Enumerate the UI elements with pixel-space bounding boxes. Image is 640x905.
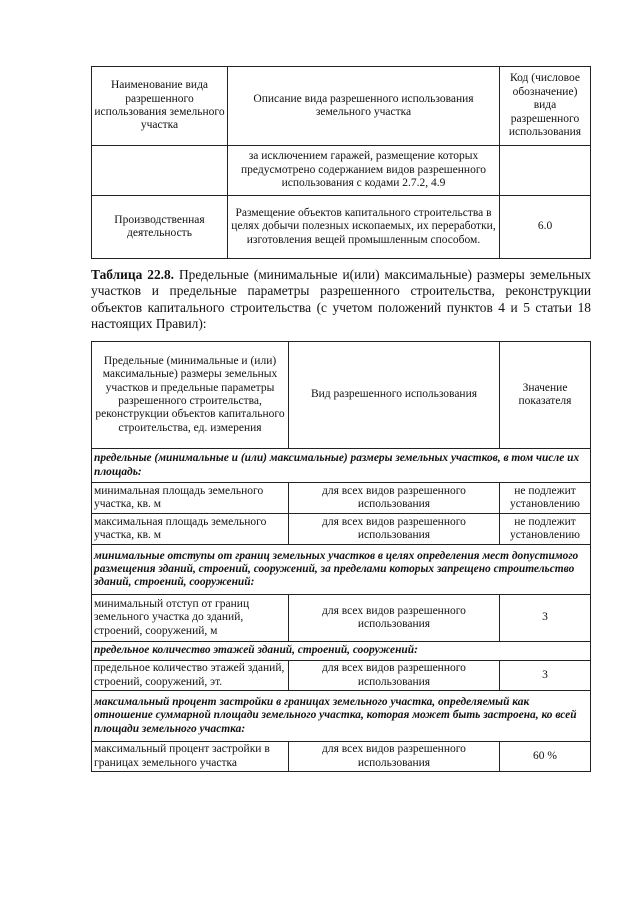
cell-use-code [500, 146, 591, 196]
table-row [92, 514, 591, 545]
cell-parameter: максимальная площадь земельного участка, кв. м [92, 514, 289, 545]
table-row [92, 196, 591, 259]
cell-value: не подлежит установлению [500, 483, 591, 514]
cell-use-type: для всех видов разрешенного использования [289, 514, 500, 545]
section-title: максимальный процент застройки в границах земельного участка, определяемый как отношение суммарной площади земельного участка, которая может быть застроена, ко всей площади земельного участка: [92, 691, 591, 742]
cell-value: не подлежит установлению [500, 514, 591, 545]
table-row [92, 595, 591, 642]
table-caption-text: Предельные (минимальные и(или) максимальные) размеры земельных участков и предельные параметры разрешенного строительства, реконструкции объектов капитального строительства (с учетом положений пунктов 4 и 5 статьи 18 настоящих Правил): [91, 267, 591, 331]
land-use-types-table [91, 66, 591, 259]
cell-use-code: 6.0 [500, 196, 591, 259]
cell-use-name [92, 146, 228, 196]
table-caption [91, 267, 591, 332]
section-row [92, 449, 591, 483]
section-row [92, 642, 591, 661]
header-use-description: Описание вида разрешенного использования земельного участка [228, 67, 500, 146]
cell-use-type: для всех видов разрешенного использования [289, 595, 500, 642]
section-row [92, 691, 591, 742]
cell-use-type: для всех видов разрешенного использования [289, 661, 500, 691]
section-title: предельные (минимальные и (или) максимальные) размеры земельных участков, в том числе их площадь: [92, 449, 591, 483]
cell-use-name: Производственная деятельность [92, 196, 228, 259]
cell-use-description: за исключением гаражей, размещение которых предусмотрено содержанием видов разрешенного использования с кодами 2.7.2, 4.9 [228, 146, 500, 196]
cell-parameter: предельное количество этажей зданий, строений, сооружений, эт. [92, 661, 289, 691]
table-header-row [92, 67, 591, 146]
section-title: минимальные отступы от границ земельных участков в целях определения мест допустимого размещения зданий, строений, сооружений, за пределами которых запрещено строительство зданий, строений, сооружений: [92, 545, 591, 595]
cell-parameter: максимальный процент застройки в границах земельного участка [92, 742, 289, 772]
table-row [92, 742, 591, 772]
header-parameter: Предельные (минимальные и (или) максимальные) размеры земельных участков и предельные параметры разрешенного строительства, реконструкции объектов капитального строительства, ед. измерения [92, 342, 289, 449]
cell-use-type: для всех видов разрешенного использования [289, 742, 500, 772]
table-row [92, 483, 591, 514]
limit-parameters-table [91, 341, 591, 772]
table-number: Таблица 22.8. [91, 267, 175, 282]
cell-parameter: минимальная площадь земельного участка, кв. м [92, 483, 289, 514]
section-title: предельное количество этажей зданий, строений, сооружений: [92, 642, 591, 661]
section-row [92, 545, 591, 595]
table-row [92, 146, 591, 196]
cell-use-type: для всех видов разрешенного использования [289, 483, 500, 514]
table-row [92, 661, 591, 691]
cell-parameter: минимальный отступ от границ земельного участка до зданий, строений, сооружений, м [92, 595, 289, 642]
header-use-name: Наименование вида разрешенного использования земельного участка [92, 67, 228, 146]
table-header-row [92, 342, 591, 449]
header-value: Значение показателя [500, 342, 591, 449]
cell-value: 3 [500, 661, 591, 691]
cell-value: 3 [500, 595, 591, 642]
cell-value: 60 % [500, 742, 591, 772]
header-use-type: Вид разрешенного использования [289, 342, 500, 449]
header-use-code: Код (числовое обозначение) вида разрешенного использования [500, 67, 591, 146]
cell-use-description: Размещение объектов капитального строительства в целях добычи полезных ископаемых, их переработки, изготовления вещей промышленным способом. [228, 196, 500, 259]
